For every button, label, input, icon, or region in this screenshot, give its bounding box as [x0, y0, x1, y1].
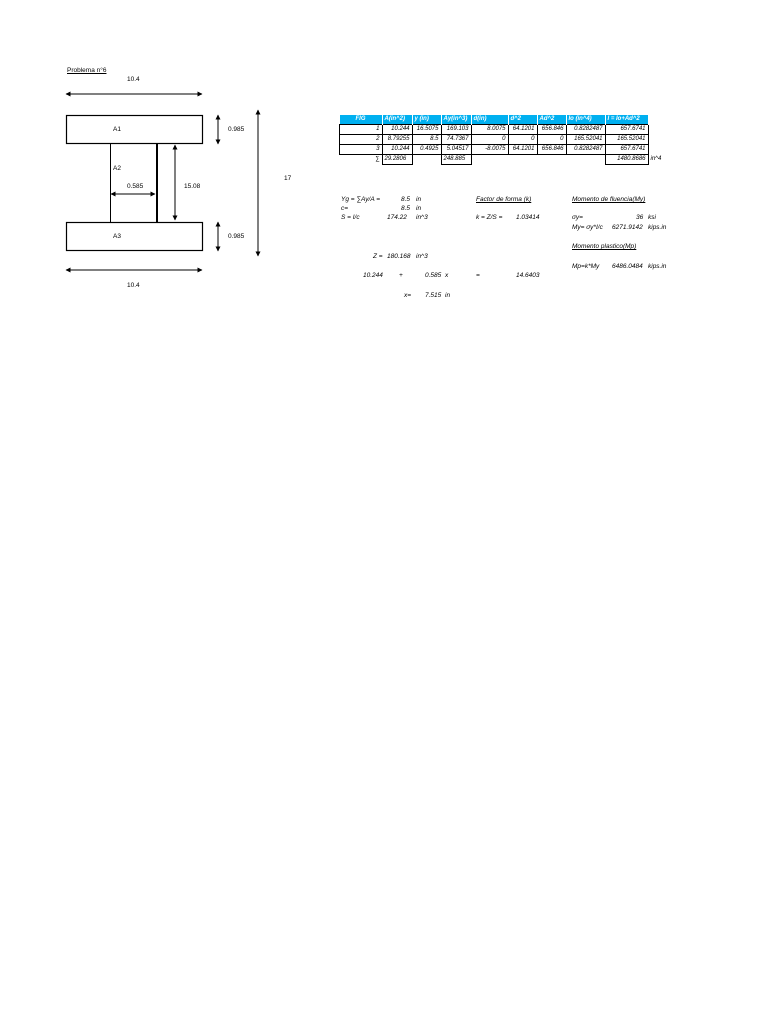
plastic-modulus-label: Z =: [373, 253, 383, 260]
equation-term-b: 0.585: [425, 272, 442, 279]
section-modulus-unit: in^3: [416, 214, 428, 221]
table-cell: 657.6741: [605, 125, 648, 135]
area-a3-label: A3: [113, 233, 121, 240]
yield-stress-unit: ksi: [648, 214, 656, 221]
table-cell: 0.4925: [412, 145, 441, 155]
equation-equals: =: [476, 272, 480, 279]
shape-factor-label: k = Z/S =: [476, 214, 503, 221]
table-cell: 0.8282487: [566, 125, 605, 135]
x-value: 7.515: [425, 292, 442, 299]
table-cell: 169.103: [441, 125, 471, 135]
header-area: A(in^2): [382, 115, 412, 125]
c-value: 8.5: [401, 205, 411, 212]
plastic-modulus-unit: in^3: [416, 253, 428, 260]
sum-symbol: ∑: [375, 156, 380, 163]
table-cell: 8.0075: [471, 125, 508, 135]
table-cell: 8.5: [412, 135, 441, 145]
header-ad2: Ad^2: [537, 115, 566, 125]
c-label: c=: [341, 205, 349, 212]
header-ay: Ay(in^3): [441, 115, 471, 125]
sum-empty: [508, 155, 537, 165]
table-cell: 0: [471, 135, 508, 145]
table-cell: 2: [340, 135, 383, 145]
equation-plus: +: [399, 272, 403, 279]
plastic-moment-label: Mp=k*My: [572, 263, 600, 270]
x-unit: in: [445, 292, 451, 299]
header-d2: d^2: [508, 115, 537, 125]
i-beam-drawing: [0, 0, 300, 300]
header-d: d(in): [471, 115, 508, 125]
table-cell: 8.79255: [382, 135, 412, 145]
table-cell: 1: [340, 125, 383, 135]
table-cell: 64.1201: [508, 145, 537, 155]
sum-empty: [471, 155, 508, 165]
sum-empty: [566, 155, 605, 165]
equation-x: x: [445, 272, 449, 279]
table-cell: 656.846: [537, 145, 566, 155]
header-y: y (in): [412, 115, 441, 125]
yield-moment-unit: kips.in: [648, 224, 667, 231]
table-header-row: [340, 115, 664, 125]
header-i: I = Io+Ad^2: [605, 115, 648, 125]
bottom-flange-thickness-label: 0.985: [228, 233, 245, 240]
table-cell: 165.52041: [566, 135, 605, 145]
plastic-modulus-value: 180.168: [387, 253, 411, 260]
sum-area: 29.2806: [382, 155, 412, 165]
top-flange-thickness-label: 0.985: [228, 126, 245, 133]
table-cell: -8.0075: [471, 145, 508, 155]
centroid-unit: in: [416, 196, 422, 203]
x-label: x=: [404, 292, 412, 299]
section-modulus-label: S = I/c: [341, 214, 360, 221]
plastic-moment-value: 6486.0484: [612, 263, 643, 270]
table-cell: 16.5075: [412, 125, 441, 135]
yield-moment-value: 6271.9142: [612, 224, 643, 231]
bottom-flange: [67, 223, 203, 251]
yield-moment-heading: Momento de fluencia(My): [572, 196, 646, 203]
plastic-moment-unit: kips.in: [648, 263, 667, 270]
sum-inertia: 1480.8686: [605, 155, 648, 165]
section-properties-table: [339, 115, 664, 165]
centroid-value: 8.5: [401, 196, 411, 203]
table-cell: 0: [537, 135, 566, 145]
area-a1-label: A1: [113, 126, 121, 133]
equation-result: 14.6403: [516, 272, 540, 279]
plastic-moment-heading: Momento plastico(Mp): [572, 243, 637, 250]
area-a2-label: A2: [113, 165, 121, 172]
top-flange: [67, 116, 203, 144]
table-cell: 64.1201: [508, 125, 537, 135]
table-cell: 0: [508, 135, 537, 145]
bottom-width-label: 10.4: [127, 282, 140, 289]
shape-factor-heading: Factor de forma (k): [476, 196, 532, 203]
table-row: [340, 145, 664, 155]
sum-empty: [537, 155, 566, 165]
sum-empty: [412, 155, 441, 165]
sum-inertia-unit: in^4: [650, 156, 662, 162]
table-cell: 165.52041: [605, 135, 648, 145]
table-cell: 3: [340, 145, 383, 155]
total-height-label: 17: [284, 175, 292, 182]
header-fig: FIG: [340, 115, 383, 125]
table-cell: 656.846: [537, 125, 566, 135]
header-io: Io (in^4): [566, 115, 605, 125]
sum-ay: 248.885: [441, 155, 471, 165]
table-row: [340, 135, 664, 145]
yield-stress-label: σy=: [572, 214, 583, 221]
shape-factor-value: 1.03414: [516, 214, 540, 221]
table-cell: 10.244: [382, 125, 412, 135]
yield-stress-value: 36: [636, 214, 644, 221]
equation-term-a: 10.244: [363, 272, 383, 279]
table-row: [340, 125, 664, 135]
table-sum-row: [340, 155, 664, 165]
web-height-label: 15.08: [184, 183, 201, 190]
top-width-label: 10.4: [127, 76, 140, 83]
page-title: Problema n°6: [67, 67, 107, 74]
centroid-label: Yg = ∑Ay/A =: [341, 196, 381, 203]
table-cell: 5.04517: [441, 145, 471, 155]
yield-moment-label: My= σy*I/c: [572, 224, 603, 231]
c-unit: in: [416, 205, 422, 212]
table-cell: 0.8282487: [566, 145, 605, 155]
web-thickness-label: 0.585: [127, 183, 144, 190]
table-cell: 657.6741: [605, 145, 648, 155]
section-modulus-value: 174.22: [387, 214, 407, 221]
table-cell: 74.7367: [441, 135, 471, 145]
table-cell: 10.244: [382, 145, 412, 155]
